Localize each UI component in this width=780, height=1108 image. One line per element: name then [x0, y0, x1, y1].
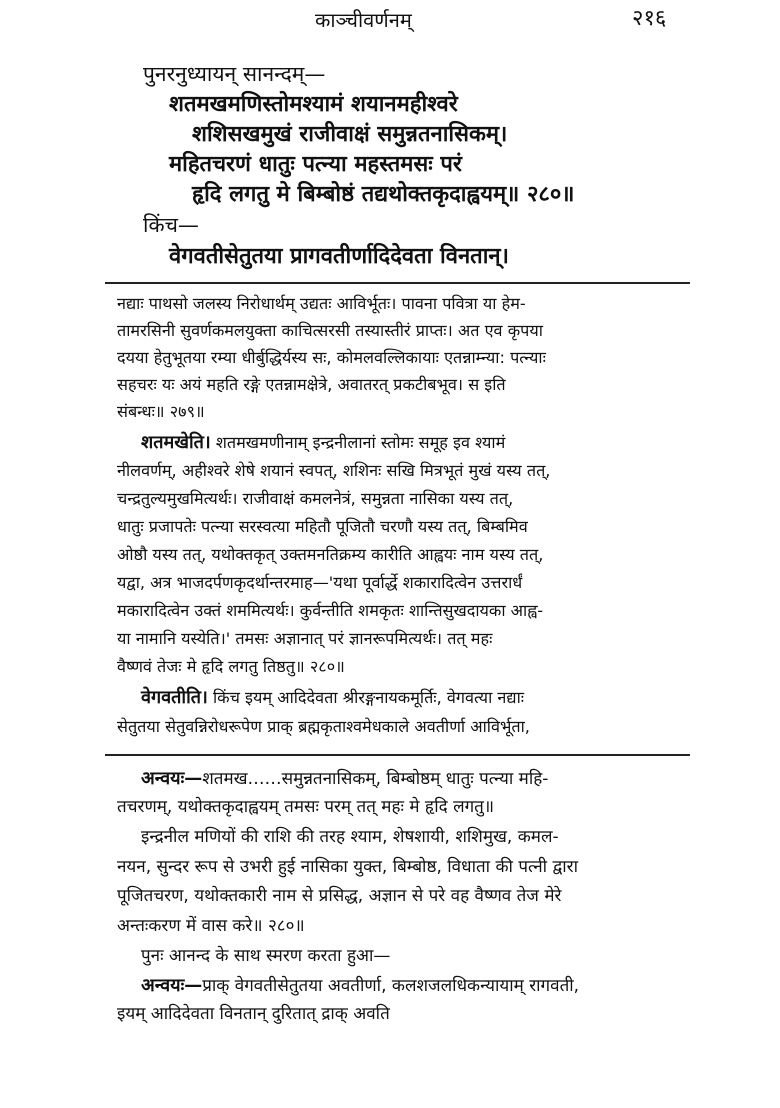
- running-header-title: काञ्चीवर्णनम्: [315, 8, 412, 32]
- commentary-line: वैष्णवं तेजः मे हृदि लगतु तिष्ठतु॥ २८०॥: [117, 657, 345, 676]
- commentary-text: शतमखमणीनाम् इन्द्रनीलानां स्तोमः समूह इव श्यामं: [215, 433, 506, 452]
- anvaya-line: तचरणम्, यथोक्तकृदाह्वयम् तमसः परम् तत् महः मे हृदि लगतु॥: [117, 797, 495, 817]
- verse-intro: पुनरनुध्यायन् सानन्दम्—: [143, 62, 326, 86]
- commentary-line: चन्द्रतुल्यमुखमित्यर्थः। राजीवाक्षं कमलनेत्रं, समुन्नता नासिका यस्य तत्,: [117, 489, 514, 508]
- commentary-line: [141, 434, 505, 452]
- anvaya-text: शतमख‥‥‥समुन्नतनासिकम्, बिम्बोष्ठम् धातुः पत्न्या महि-: [202, 769, 549, 789]
- commentary-line: तामरसिनी सुवर्णकमलयुक्ता काचित्सरसी तस्यास्तीरं प्राप्तः। अत एव कृपया: [117, 321, 543, 340]
- commentary-line: सहचरः यः अयं महति रङ्गे एतन्नामक्षेत्रे, अवातरत् प्रकटीबभूव। स इति: [117, 375, 506, 394]
- section-divider-top: [105, 282, 690, 284]
- anvaya-line: [141, 770, 548, 788]
- verse-line-4: हृदि लगतु मे बिम्बोष्ठं तद्यथोक्तकृदाह्वयम्॥ २८०॥: [192, 182, 575, 207]
- anvaya-heading: अन्वयः—: [141, 768, 203, 789]
- kinca-intro: किंच—: [143, 213, 199, 237]
- verse-line-3: महितचरणं धातुः पत्न्या महस्तमसः परं: [169, 152, 462, 177]
- translation-line: अन्तःकरण में वास करे॥ २८०॥: [117, 916, 305, 936]
- commentary-lemma: शतमखेति।: [141, 432, 211, 453]
- commentary-lemma: वेगवतीति।: [141, 687, 208, 708]
- commentary-line: सेतुतया सेतुवन्निरोधरूपेण प्राक् ब्रह्मकृताश्वमेधकाले अवतीर्णा आविर्भूता,: [117, 717, 530, 736]
- section-divider-bottom: [105, 754, 690, 756]
- translation-line: इन्द्रनील मणियों की राशि की तरह श्याम, शेषशायी, शशिमुख, कमल-: [141, 827, 559, 847]
- anvaya-heading: अन्वयः—: [141, 975, 203, 996]
- anvaya-text: प्राक् वेगवतीसेतुतया अवतीर्णा, कलशजलधिकन्यायाम् रागवती,: [202, 976, 580, 996]
- commentary-line: यद्वा, अत्र भाजदर्पणकृदर्थान्तरमाह—'यथा पूर्वार्द्धे शकारादित्वेन उत्तरार्धं: [117, 573, 523, 592]
- translation-line: नयन, सुन्दर रूप से उभरी हुई नासिका युक्त, बिम्बोष्ठ, विधाता की पत्नी द्वारा: [117, 857, 578, 877]
- commentary-line: या नामानि यस्येति।' तमसः अज्ञानात् परं ज्ञानरूपमित्यर्थः। तत् महः: [117, 629, 493, 648]
- anvaya-line: इयम् आदिदेवता विनतान् दुरितात् द्राक् अवति: [117, 1004, 390, 1024]
- verse-line-1: शतमखमणिस्तोमश्यामं शयानमहीश्वरे: [169, 92, 458, 117]
- commentary-line: नद्याः पाथसो जलस्य निरोधार्थम् उद्यतः आविर्भूतः। पावना पवित्रा या हेम-: [117, 294, 526, 313]
- translation-line: पूजितचरण, यथोक्तकारी नाम से प्रसिद्ध, अज्ञान से परे वह वैष्णव तेज मेरे: [117, 886, 562, 906]
- commentary-text: किंच इयम् आदिदेवता श्रीरङ्गनायकमूर्तिः, वेगवत्या नद्याः: [212, 688, 525, 707]
- verse-2-line: वेगवतीसेतुतया प्रागवतीर्णादिदेवता विनतान्।: [169, 244, 509, 269]
- verse-line-2: शशिसखमुखं राजीवाक्षं समुन्नतनासिकम्।: [192, 122, 508, 147]
- translation-intro: पुनः आनन्द के साथ स्मरण करता हुआ—: [141, 946, 391, 966]
- commentary-line: ओष्ठौ यस्य तत्, यथोक्तकृत् उक्तमनतिक्रम्य कारीति आह्वयः नाम यस्य तत्,: [117, 545, 544, 564]
- commentary-line: [141, 689, 524, 707]
- commentary-line: धातुः प्रजापतेः पत्न्या सरस्वत्या महितौ पूजितौ चरणौ यस्य तत्, बिम्बमिव: [117, 517, 528, 536]
- commentary-line: दयया हेतुभूतया रम्या धीर्बुद्धिर्यस्य सः, कोमलवल्लिकायाः एतन्नाम्न्या: पत्न्याः: [117, 348, 546, 367]
- page-number: २१६: [632, 6, 667, 31]
- commentary-line: मकारादित्वेन उक्तं शममित्यर्थः। कुर्वन्तीति शमकृतः शान्तिसुखदायका आह्व-: [117, 601, 544, 620]
- anvaya-line: [141, 977, 579, 995]
- commentary-line: नीलवर्णम्, अहीश्वरे शेषे शयानं स्वपत्, शशिनः सखि मित्रभूतं मुखं यस्य तत्,: [117, 461, 551, 480]
- commentary-line: संबन्धः॥ २७९॥: [117, 402, 205, 421]
